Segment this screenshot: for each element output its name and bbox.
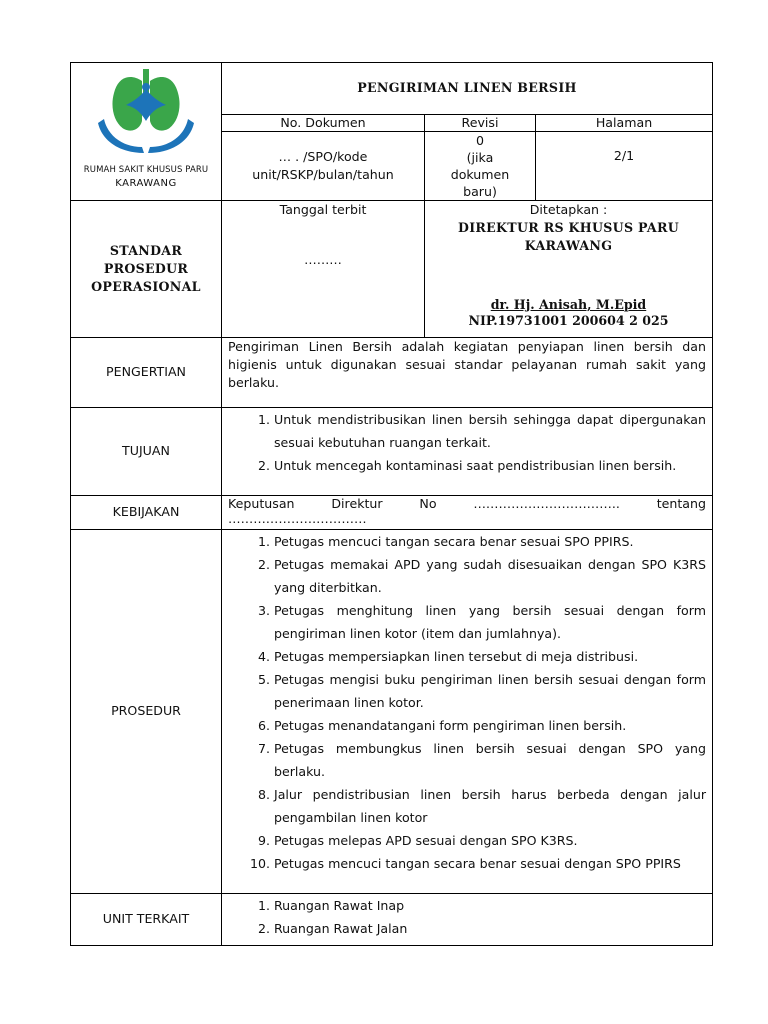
list-item: 2. Untuk mencegah kontaminasi saat pendistribusian linen bersih. bbox=[274, 454, 706, 477]
revisi-label: Revisi bbox=[425, 115, 536, 132]
kebijakan-cell bbox=[222, 496, 713, 530]
kebijakan-text-line2: …………………………… bbox=[228, 511, 367, 526]
list-item: 2. Ruangan Rawat Jalan bbox=[274, 917, 706, 940]
prosedur-list bbox=[228, 530, 706, 875]
signer-nip: NIP.19731001 200604 2 025 bbox=[468, 313, 669, 328]
prosedur-list-cell bbox=[222, 530, 713, 894]
halaman-value: 2/1 bbox=[536, 132, 713, 201]
tujuan-label: TUJUAN bbox=[71, 408, 222, 496]
list-item: 1. Untuk mendistribusikan linen bersih sehingga dapat dipergunakan sesuai kebutuhan ruangan terkait. bbox=[274, 408, 706, 454]
unit-terkait-label: UNIT TERKAIT bbox=[71, 894, 222, 946]
spo-heading-line3: OPERASIONAL bbox=[91, 279, 201, 294]
list-item: 2. Petugas memakai APD yang sudah disesuaikan dengan SPO K3RS yang diterbitkan. bbox=[274, 553, 706, 599]
ditetapkan-label: Ditetapkan : bbox=[529, 202, 608, 217]
doc-no-value-line1: … . /SPO/kode bbox=[278, 149, 368, 164]
tujuan-list-cell bbox=[222, 408, 713, 496]
doc-no-value-line2: unit/RSKP/bulan/tahun bbox=[252, 167, 394, 182]
list-item: 5. Petugas mengisi buku pengiriman linen bersih sesuai dengan form penerimaan linen kotor. bbox=[274, 668, 706, 714]
tanggal-terbit-cell bbox=[222, 201, 425, 338]
doc-no-value bbox=[222, 132, 425, 201]
pengertian-text: Pengiriman Linen Bersih adalah kegiatan penyiapan linen bersih dan higienis untuk digunakan sesuai standar pelayanan rumah sakit yang berlaku. bbox=[222, 338, 713, 408]
direktur-line1: DIREKTUR RS KHUSUS PARU bbox=[457, 220, 680, 235]
list-item: 1. Ruangan Rawat Inap bbox=[274, 894, 706, 917]
list-item: 6. Petugas menandatangani form pengiriman linen bersih. bbox=[274, 714, 706, 737]
hospital-name-line2: KARAWANG bbox=[115, 177, 177, 189]
revisi-value-line4: baru) bbox=[463, 184, 497, 199]
direktur-line2: KARAWANG bbox=[524, 238, 613, 253]
list-item: 1. Petugas mencuci tangan secara benar sesuai SPO PPIRS. bbox=[274, 530, 706, 553]
doc-no-label: No. Dokumen bbox=[222, 115, 425, 132]
unit-list bbox=[228, 894, 706, 940]
spo-heading-line1: STANDAR bbox=[109, 243, 183, 258]
hospital-name-line1: RUMAH SAKIT KHUSUS PARU bbox=[83, 165, 209, 176]
kebijakan-text-line1: Keputusan Direktur No …………………………….. tentang bbox=[228, 496, 706, 511]
spo-heading bbox=[71, 201, 222, 338]
list-item: 10. Petugas mencuci tangan secara benar sesuai dengan SPO PPIRS bbox=[274, 852, 706, 875]
halaman-label: Halaman bbox=[536, 115, 713, 132]
lungs-logo-icon bbox=[90, 67, 202, 159]
signer-name: dr. Hj. Anisah, M.Epid bbox=[490, 297, 647, 312]
spo-table bbox=[70, 62, 713, 946]
prosedur-label: PROSEDUR bbox=[71, 530, 222, 894]
revisi-value-line2: (jika bbox=[466, 150, 494, 165]
list-item: 4. Petugas mempersiapkan linen tersebut di meja distribusi. bbox=[274, 645, 706, 668]
unit-list-cell bbox=[222, 894, 713, 946]
tanggal-terbit-value: ……… bbox=[304, 252, 342, 267]
ditetapkan-cell bbox=[425, 201, 713, 338]
list-item: 9. Petugas melepas APD sesuai dengan SPO K3RS. bbox=[274, 829, 706, 852]
pengertian-label: PENGERTIAN bbox=[71, 338, 222, 408]
list-item: 7. Petugas membungkus linen bersih sesuai dengan SPO yang berlaku. bbox=[274, 737, 706, 783]
revisi-value-line1: 0 bbox=[475, 133, 484, 148]
kebijakan-label: KEBIJAKAN bbox=[71, 496, 222, 530]
tujuan-list bbox=[228, 408, 706, 477]
revisi-value bbox=[425, 132, 536, 201]
tanggal-terbit-label: Tanggal terbit bbox=[279, 202, 367, 217]
spo-heading-line2: PROSEDUR bbox=[103, 261, 189, 276]
hospital-logo-cell bbox=[71, 63, 222, 201]
list-item: 3. Petugas menghitung linen yang bersih sesuai dengan form pengiriman linen kotor (item dan jumlahnya). bbox=[274, 599, 706, 645]
revisi-value-line3: dokumen bbox=[450, 167, 510, 182]
list-item: 8. Jalur pendistribusian linen bersih harus berbeda dengan jalur pengambilan linen kotor bbox=[274, 783, 706, 829]
document-title: PENGIRIMAN LINEN BERSIH bbox=[222, 63, 713, 115]
